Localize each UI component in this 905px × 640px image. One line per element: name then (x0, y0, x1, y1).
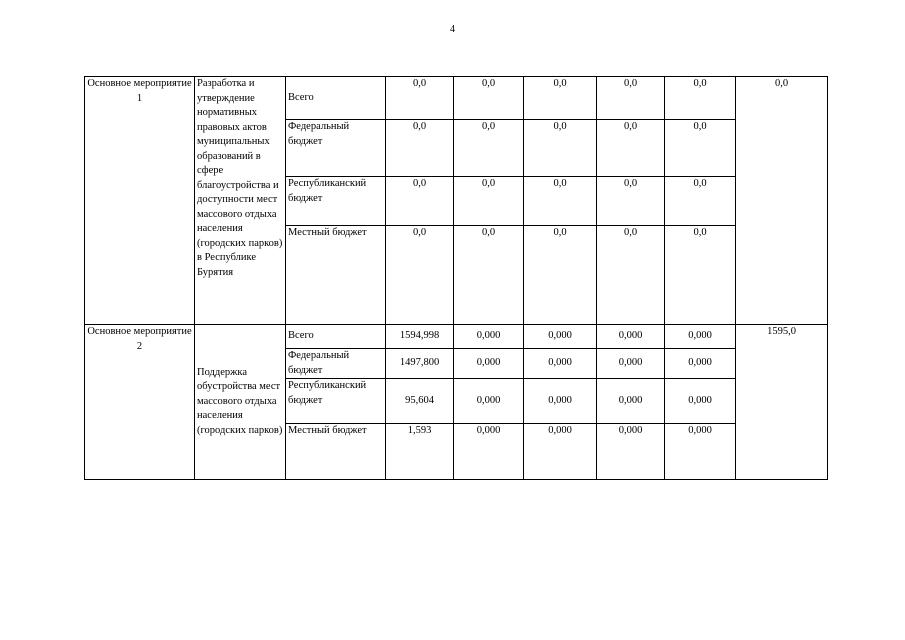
value-cell: 0,0 (665, 226, 736, 325)
source-name: Федеральный бюджет (286, 349, 386, 379)
value-cell: 0,0 (524, 120, 597, 177)
value-cell: 1,593 (386, 424, 454, 480)
value-cell: 0,0 (665, 120, 736, 177)
value-cell: 0,0 (524, 77, 597, 120)
value-cell: 0,000 (454, 379, 524, 424)
value-cell: 0,000 (597, 424, 665, 480)
row-description: Разработка и утверждение нормативных правовых актов муниципальных образований в сфере благоустройства и доступности мест массового отдыха населения (городских парков) в Республике Бурятия (195, 77, 286, 325)
table-row (85, 325, 828, 349)
value-cell: 0,0 (386, 120, 454, 177)
value-cell: 0,000 (524, 379, 597, 424)
value-cell: 0,000 (454, 325, 524, 349)
source-name: Всего (286, 325, 386, 349)
value-cell: 0,0 (386, 226, 454, 325)
value-cell: 0,0 (386, 77, 454, 120)
value-cell: 95,604 (386, 379, 454, 424)
source-name: Республиканский бюджет (286, 177, 386, 226)
value-cell: 0,000 (665, 424, 736, 480)
budget-table (84, 76, 828, 480)
value-cell: 0,0 (454, 226, 524, 325)
value-cell: 0,0 (524, 226, 597, 325)
value-cell: 0,000 (665, 325, 736, 349)
value-cell: 0,0 (597, 177, 665, 226)
value-cell: 0,0 (386, 177, 454, 226)
value-cell: 0,000 (665, 349, 736, 379)
value-cell: 1594,998 (386, 325, 454, 349)
source-name: Федеральный бюджет (286, 120, 386, 177)
value-cell: 0,0 (454, 77, 524, 120)
value-cell: 0,0 (597, 77, 665, 120)
value-cell: 0,0 (454, 120, 524, 177)
value-cell: 0,000 (454, 349, 524, 379)
value-cell: 0,0 (665, 177, 736, 226)
row-total: 1595,0 (736, 325, 828, 480)
source-name: Республиканский бюджет (286, 379, 386, 424)
value-cell: 0,000 (524, 349, 597, 379)
table-row (85, 77, 828, 120)
row-total: 0,0 (736, 77, 828, 325)
page-number: 4 (450, 24, 455, 35)
row-label: Основное мероприятие 1 (85, 77, 195, 325)
value-cell: 0,000 (524, 424, 597, 480)
value-cell: 0,000 (454, 424, 524, 480)
source-name: Местный бюджет (286, 226, 386, 325)
value-cell: 0,000 (524, 325, 597, 349)
value-cell: 0,000 (665, 379, 736, 424)
value-cell: 1497,800 (386, 349, 454, 379)
value-cell: 0,000 (597, 379, 665, 424)
value-cell: 0,0 (597, 120, 665, 177)
value-cell: 0,0 (597, 226, 665, 325)
source-name: Местный бюджет (286, 424, 386, 480)
row-label: Основное мероприятие 2 (85, 325, 195, 480)
row-description: Поддержка обустройства мест массового отдыха населения (городских парков) (195, 325, 286, 480)
source-name: Всего (286, 77, 386, 120)
value-cell: 0,0 (524, 177, 597, 226)
value-cell: 0,000 (597, 349, 665, 379)
value-cell: 0,0 (665, 77, 736, 120)
value-cell: 0,000 (597, 325, 665, 349)
value-cell: 0,0 (454, 177, 524, 226)
